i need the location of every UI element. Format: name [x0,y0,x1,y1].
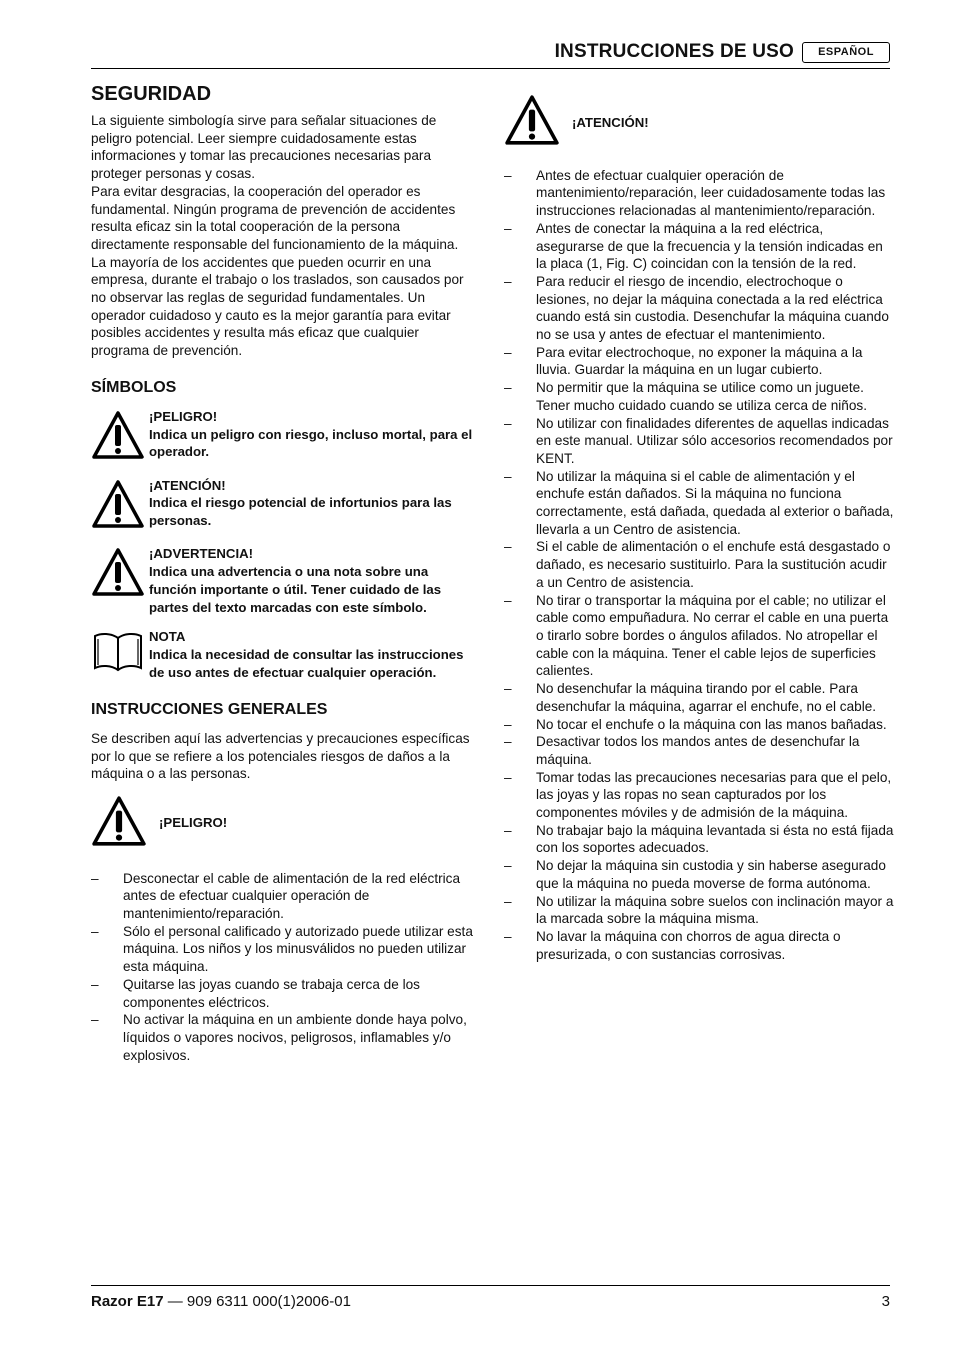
list-item: – Antes de efectuar cualquier operación de mantenimiento/reparación, leer cuidadosamente todas las instrucciones relacionadas al mantenimiento/reparación. [504,167,894,220]
warning-triangle-icon [91,545,149,602]
list-item: – No lavar la máquina con chorros de agua directa o presurizada, o con sustancias corrosivas. [504,928,894,963]
page-header [91,38,890,69]
list-item: – No utilizar la máquina si el cable de alimentación y el enchufe están dañados. Si la máquina no funciona correctamente, está dañada, quedada al exterior o bañada, llevarla a un Centro de asistencia. [504,468,894,539]
footer-model: Razor E17 [91,1293,164,1310]
list-item: – No permitir que la máquina se utilice como un juguete. Tener mucho cuidado cuando se utiliza cerca de niños. [504,379,894,414]
list-item: – Sólo el personal calificado y autorizado puede utilizar esta máquina. Los niños y los minusválidos no pueden utilizar esta máquina. [91,923,476,976]
danger-label: ¡PELIGRO! [159,815,228,831]
list-item: – No activar la máquina en un ambiente donde haya polvo, líquidos o vapores nocivos, peligrosos, inflamables y/o explosivos. [91,1011,476,1064]
warning-triangle-icon [91,795,159,852]
list-item: – No tocar el enchufe o la máquina con las manos bañadas. [504,716,894,734]
list-item: – Tomar todas las precauciones necesarias para que el pelo, las joyas y las ropas no sean capturados por los componentes móviles y de admisión de la máquina. [504,769,894,822]
header-title: INSTRUCCIONES DE USO [554,41,794,62]
safety-intro: La siguiente simbología sirve para señalar situaciones de peligro potencial. Leer siempre cuidadosamente estas informaciones y tomar las precauciones necesarias para proteger personas y cosas. [91,113,437,182]
open-book-icon [91,628,149,679]
symbol-label: ¡PELIGRO! [149,408,218,424]
general-intro: Se describen aquí las advertencias y precauciones específicas por lo que se refiere a los potenciales riesgos de daños a la máquina o a las personas. [91,730,470,782]
list-item: – No desenchufar la máquina tirando por el cable. Para desenchufar la máquina, agarrar el enchufe, no el cable. [504,680,894,715]
left-column [91,82,476,1064]
symbol-text: Indica la necesidad de consultar las instrucciones de uso antes de efectuar cualquier operación. [149,647,464,681]
warning-triangle-icon [504,94,572,151]
warning-triangle-icon [91,408,149,465]
symbol-text: Indica el riesgo potencial de infortunios para las personas. [149,495,452,529]
symbol-text: Indica una advertencia o una nota sobre una función importante o útil. Tener cuidado de las partes del texto marcadas con este símbolo. [149,564,442,615]
list-item: – Para reducir el riesgo de incendio, electrochoque o lesiones, no dejar la máquina conectada a la red eléctrica cuando está sin custodia. Desenchufar la máquina cuando no se usa y antes de efectuar el mantenimiento. [504,273,894,344]
symbols-title: SÍMBOLOS [91,378,177,396]
list-item: – Antes de conectar la máquina a la red eléctrica, asegurarse de que la frecuencia y la tensión indicadas en la placa (1, Fig. C) coincidan con la tensión de la red. [504,220,894,273]
general-title: INSTRUCCIONES GENERALES [91,700,328,718]
list-item: – Quitarse las joyas cuando se trabaja cerca de los componentes eléctricos. [91,976,476,1011]
symbol-label: ¡ATENCIÓN! [149,477,226,493]
symbol-attention [91,477,476,534]
attention-list [504,167,894,964]
symbol-label: NOTA [149,629,186,645]
list-item: – Para evitar electrochoque, no exponer la máquina a la lluvia. Guardar la máquina en un lugar cubierto. [504,344,894,379]
warning-triangle-icon [91,477,149,534]
page-number: 3 [881,1293,890,1310]
list-item: – No utilizar la máquina sobre suelos con inclinación mayor a la marcada sobre la máquina misma. [504,893,894,928]
danger-box [91,795,476,852]
list-item: – Si el cable de alimentación o el enchufe está desgastado o dañado, es necesario sustituirlo. Para la sustitución acudir a un Centro de asistencia. [504,538,894,591]
attention-label: ¡ATENCIÓN! [572,114,649,130]
list-item: – Desactivar todos los mandos antes de desenchufar la máquina. [504,733,894,768]
symbol-danger [91,408,476,465]
attention-box [504,94,894,151]
safety-title: SEGURIDAD [91,83,212,105]
list-item: – No utilizar con finalidades diferentes de aquellas indicadas en este manual. Utilizar sólo accesorios recomendados por KENT. [504,415,894,468]
footer-doc-number: — 909 6311 000(1)2006-01 [167,1293,351,1310]
symbol-text: Indica un peligro con riesgo, incluso mortal, para el operador. [149,426,473,460]
language-badge: ESPAÑOL [802,42,890,63]
symbol-warning [91,545,476,616]
list-item: – No tirar o transportar la máquina por el cable; no utilizar el cable como empuñadura. No cerrar el cable en una puerta o tirarlo sobre bordes o ángulos afilados. No atropellar el cable con la máquina. Tener el cable lejos de superficies calientes. [504,592,894,681]
symbol-note [91,628,476,681]
page-footer [91,1285,890,1310]
list-item: – No dejar la máquina sin custodia y sin haberse asegurado que la máquina no pueda moverse de forma autónoma. [504,857,894,892]
list-item: – Desconectar el cable de alimentación de la red eléctrica antes de efectuar cualquier operación de mantenimiento/reparación. [91,870,476,923]
list-item: – No trabajar bajo la máquina levantada si ésta no está fijada con los soportes adecuados. [504,822,894,857]
right-column [504,94,894,963]
safety-intro-2: Para evitar desgracias, la cooperación del operador es fundamental. Ningún programa de prevención de accidentes resulta eficaz sin la total cooperación de la persona directamente responsable del funcionamiento de la máquina. La mayoría de los accidentes que pueden ocurrir en una empresa, durante el trabajo o los traslados, son causados por no observar las reglas de seguridad fundamentales. Un operador cuidadoso y cauto es la mejor garantía para evitar posibles accidentes y resulta más eficaz que cualquier programa de prevención. [91,183,464,359]
danger-list [91,870,476,1065]
symbol-label: ¡ADVERTENCIA! [149,546,254,562]
